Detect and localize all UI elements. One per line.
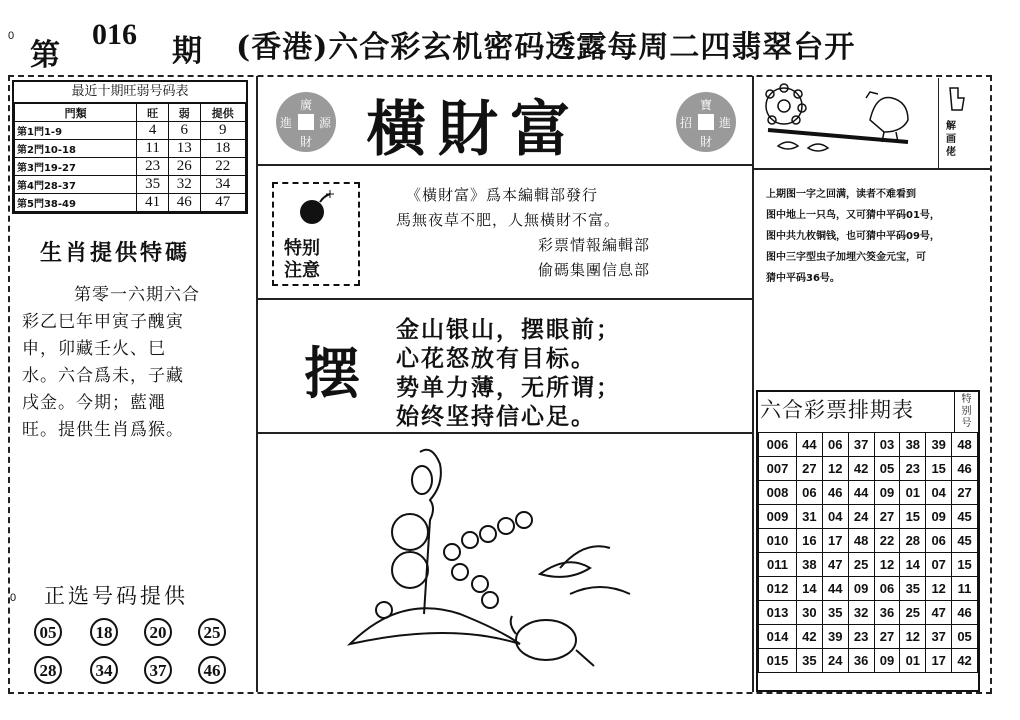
number-cell: 46 xyxy=(952,457,978,481)
number-cell: 45 xyxy=(952,529,978,553)
gourd-turtle-illustration xyxy=(340,444,640,684)
table-cell: 35 xyxy=(137,176,169,194)
issue-prefix: 第 xyxy=(30,38,60,73)
table-row xyxy=(15,176,246,194)
number-cell: 38 xyxy=(900,433,926,457)
pick-number: 05 xyxy=(34,618,62,646)
number-cell: 35 xyxy=(796,649,822,673)
issue-cell: 012 xyxy=(759,577,797,601)
table-cell: 13 xyxy=(168,140,200,158)
number-cell: 45 xyxy=(952,505,978,529)
number-cell: 15 xyxy=(952,553,978,577)
row-label: 第5門38-49 xyxy=(15,194,137,212)
column-header: 旺 xyxy=(137,104,169,122)
solve-label: 解 画 佬 xyxy=(946,121,956,158)
zodiac-line: 彩乙巳年甲寅子醜寅 xyxy=(22,312,184,332)
number-cell: 15 xyxy=(900,505,926,529)
number-cell: 06 xyxy=(874,577,900,601)
zodiac-text xyxy=(22,282,236,444)
table-cell: 41 xyxy=(137,194,169,212)
edge-mark: 0 xyxy=(8,30,15,42)
zodiac-line: 水。六合爲未，子藏 xyxy=(22,366,184,386)
number-cell: 09 xyxy=(926,505,952,529)
table-row xyxy=(759,601,978,625)
poem-line: 势单力薄，无所谓； xyxy=(396,375,621,401)
number-cell: 05 xyxy=(874,457,900,481)
number-cell: 35 xyxy=(822,601,848,625)
explanation-line: 图中三字型虫子加埋六筊金元宝，可 xyxy=(766,252,926,263)
zodiac-line: 旺。提供生肖爲猴。 xyxy=(22,420,184,440)
divider-poem xyxy=(258,432,752,434)
number-cell: 06 xyxy=(822,433,848,457)
issue-cell: 015 xyxy=(759,649,797,673)
number-cell: 42 xyxy=(796,625,822,649)
explanation-line: 图中共九枚铜钱，也可猜中平码09号， xyxy=(766,231,940,242)
table-header-row xyxy=(15,104,246,122)
number-cell: 09 xyxy=(848,577,874,601)
number-cell: 27 xyxy=(796,457,822,481)
number-cell: 27 xyxy=(952,481,978,505)
banner-title: 橫財富 xyxy=(366,95,582,165)
number-cell: 27 xyxy=(874,625,900,649)
issue-cell: 010 xyxy=(759,529,797,553)
issue-suffix: 期 xyxy=(172,34,202,69)
table-row xyxy=(759,457,978,481)
pick-number: 25 xyxy=(198,618,226,646)
number-cell: 37 xyxy=(926,625,952,649)
table-row xyxy=(759,649,978,673)
number-cell: 47 xyxy=(822,553,848,577)
hot-numbers-title: 最近十期旺弱号码表 xyxy=(14,82,246,103)
number-cell: 06 xyxy=(796,481,822,505)
number-cell: 22 xyxy=(874,529,900,553)
bomb-icon xyxy=(294,188,338,228)
number-cell: 46 xyxy=(822,481,848,505)
table-row xyxy=(759,505,978,529)
number-cell: 09 xyxy=(874,481,900,505)
table-cell: 9 xyxy=(200,122,245,140)
number-cell: 12 xyxy=(926,577,952,601)
number-cell: 09 xyxy=(874,649,900,673)
schedule-table xyxy=(756,390,980,692)
pick-number: 34 xyxy=(90,656,118,684)
number-cell: 23 xyxy=(848,625,874,649)
number-cell: 30 xyxy=(796,601,822,625)
column-header: 弱 xyxy=(168,104,200,122)
issue-number: 016 xyxy=(92,18,137,51)
issue-cell: 008 xyxy=(759,481,797,505)
special-label: 特 别 号 xyxy=(954,392,978,432)
number-cell: 14 xyxy=(796,577,822,601)
table-row xyxy=(15,122,246,140)
issue-cell: 007 xyxy=(759,457,797,481)
row-label: 第1門1-9 xyxy=(15,122,137,140)
zodiac-title: 生肖提供特碼 xyxy=(40,241,191,266)
explanation-line: 图中地上一只鸟，又可猜中平码01号， xyxy=(766,210,940,221)
bird-coins-illustration xyxy=(758,80,936,166)
table-row xyxy=(15,194,246,212)
number-cell: 03 xyxy=(874,433,900,457)
divider-riddle xyxy=(754,168,990,170)
intro-line: 馬無夜草不肥，人無橫財不富。 xyxy=(396,211,621,229)
column-header: 門類 xyxy=(15,104,137,122)
number-cell: 07 xyxy=(926,553,952,577)
number-cell: 01 xyxy=(900,481,926,505)
table-cell: 4 xyxy=(137,122,169,140)
number-cell: 27 xyxy=(874,505,900,529)
explanation-line: 猜中平码36号。 xyxy=(766,273,840,284)
explanation-line: 上期图一字之回满，读者不难看到 xyxy=(766,189,916,200)
table-row xyxy=(759,481,978,505)
poem-line: 心花怒放有目标。 xyxy=(396,346,596,372)
number-cell: 37 xyxy=(848,433,874,457)
poem-keyword: 摆 xyxy=(304,341,360,407)
divider-solve xyxy=(938,78,939,168)
number-cell: 36 xyxy=(874,601,900,625)
number-cell: 44 xyxy=(796,433,822,457)
pointing-hand-icon xyxy=(946,84,968,114)
schedule-title: 六合彩票排期表 xyxy=(760,398,914,422)
number-cell: 15 xyxy=(926,457,952,481)
number-cell: 42 xyxy=(952,649,978,673)
divider-notice xyxy=(258,298,752,300)
number-cell: 39 xyxy=(926,433,952,457)
picks-title: 正选号码提供 xyxy=(44,584,188,608)
table-row xyxy=(759,433,978,457)
table-cell: 18 xyxy=(200,140,245,158)
number-cell: 25 xyxy=(848,553,874,577)
pick-number: 28 xyxy=(34,656,62,684)
zodiac-line: 第零一六期六合 xyxy=(74,285,200,305)
table-row xyxy=(759,529,978,553)
table-row xyxy=(759,577,978,601)
row-label: 第4門28-37 xyxy=(15,176,137,194)
poem-text xyxy=(396,316,621,432)
table-cell: 34 xyxy=(200,176,245,194)
zodiac-line: 戌金。今期；藍澠 xyxy=(22,393,166,413)
number-cell: 14 xyxy=(900,553,926,577)
number-cell: 12 xyxy=(900,625,926,649)
poem-line: 始终坚持信心足。 xyxy=(396,404,596,430)
table-cell: 32 xyxy=(168,176,200,194)
intro-line: 《橫財富》爲本編輯部發行 xyxy=(406,186,599,204)
riddle-explanation xyxy=(766,184,984,289)
coin-left-icon: 廣 進 源 財 xyxy=(276,92,336,152)
column-header: 提供 xyxy=(200,104,245,122)
table-cell: 47 xyxy=(200,194,245,212)
number-cell: 48 xyxy=(848,529,874,553)
number-cell: 06 xyxy=(926,529,952,553)
number-cell: 12 xyxy=(822,457,848,481)
issue-cell: 014 xyxy=(759,625,797,649)
number-cell: 24 xyxy=(822,649,848,673)
number-cell: 01 xyxy=(900,649,926,673)
table-row xyxy=(15,140,246,158)
number-cell: 16 xyxy=(796,529,822,553)
table-cell: 22 xyxy=(200,158,245,176)
page-header xyxy=(0,0,1020,72)
number-cell: 44 xyxy=(848,481,874,505)
number-cell: 44 xyxy=(822,577,848,601)
table-cell: 11 xyxy=(137,140,169,158)
table-cell: 26 xyxy=(168,158,200,176)
number-cell: 28 xyxy=(900,529,926,553)
issue-cell: 011 xyxy=(759,553,797,577)
intro-line: 偷碼集團信息部 xyxy=(538,261,651,279)
pick-number: 46 xyxy=(198,656,226,684)
number-cell: 11 xyxy=(952,577,978,601)
notice-label: 特别 注意 xyxy=(284,238,320,281)
number-cell: 12 xyxy=(874,553,900,577)
row-label: 第3門19-27 xyxy=(15,158,137,176)
hot-numbers-table xyxy=(12,80,248,214)
edge-mark: 0 xyxy=(10,592,17,604)
number-cell: 04 xyxy=(822,505,848,529)
number-cell: 05 xyxy=(952,625,978,649)
number-cell: 04 xyxy=(926,481,952,505)
schedule-grid xyxy=(758,432,978,673)
number-cell: 23 xyxy=(900,457,926,481)
issue-cell: 009 xyxy=(759,505,797,529)
number-cell: 17 xyxy=(926,649,952,673)
intro-line: 彩票情報編輯部 xyxy=(538,236,651,254)
number-cell: 36 xyxy=(848,649,874,673)
pick-number: 18 xyxy=(90,618,118,646)
number-cell: 35 xyxy=(900,577,926,601)
hot-numbers-grid xyxy=(14,103,246,212)
table-cell: 46 xyxy=(168,194,200,212)
table-row xyxy=(759,553,978,577)
issue-cell: 013 xyxy=(759,601,797,625)
number-cell: 47 xyxy=(926,601,952,625)
divider-left xyxy=(256,76,258,692)
number-cell: 31 xyxy=(796,505,822,529)
coin-right-icon: 寶 招 進 財 xyxy=(676,92,736,152)
poem-line: 金山银山，摆眼前； xyxy=(396,317,621,343)
issue-cell: 006 xyxy=(759,433,797,457)
row-label: 第2門10-18 xyxy=(15,140,137,158)
number-cell: 25 xyxy=(900,601,926,625)
number-cell: 24 xyxy=(848,505,874,529)
table-row xyxy=(15,158,246,176)
table-cell: 6 xyxy=(168,122,200,140)
number-cell: 48 xyxy=(952,433,978,457)
number-cell: 17 xyxy=(822,529,848,553)
number-cell: 42 xyxy=(848,457,874,481)
pick-number: 20 xyxy=(144,618,172,646)
pick-number: 37 xyxy=(144,656,172,684)
number-cell: 46 xyxy=(952,601,978,625)
number-cell: 32 xyxy=(848,601,874,625)
number-cell: 38 xyxy=(796,553,822,577)
zodiac-line: 申，卯藏壬火、巳 xyxy=(22,339,166,359)
table-row xyxy=(759,625,978,649)
number-cell: 39 xyxy=(822,625,848,649)
headline: (香港)六合彩玄机密码透露每周二四翡翠台开 xyxy=(236,30,856,65)
table-cell: 23 xyxy=(137,158,169,176)
